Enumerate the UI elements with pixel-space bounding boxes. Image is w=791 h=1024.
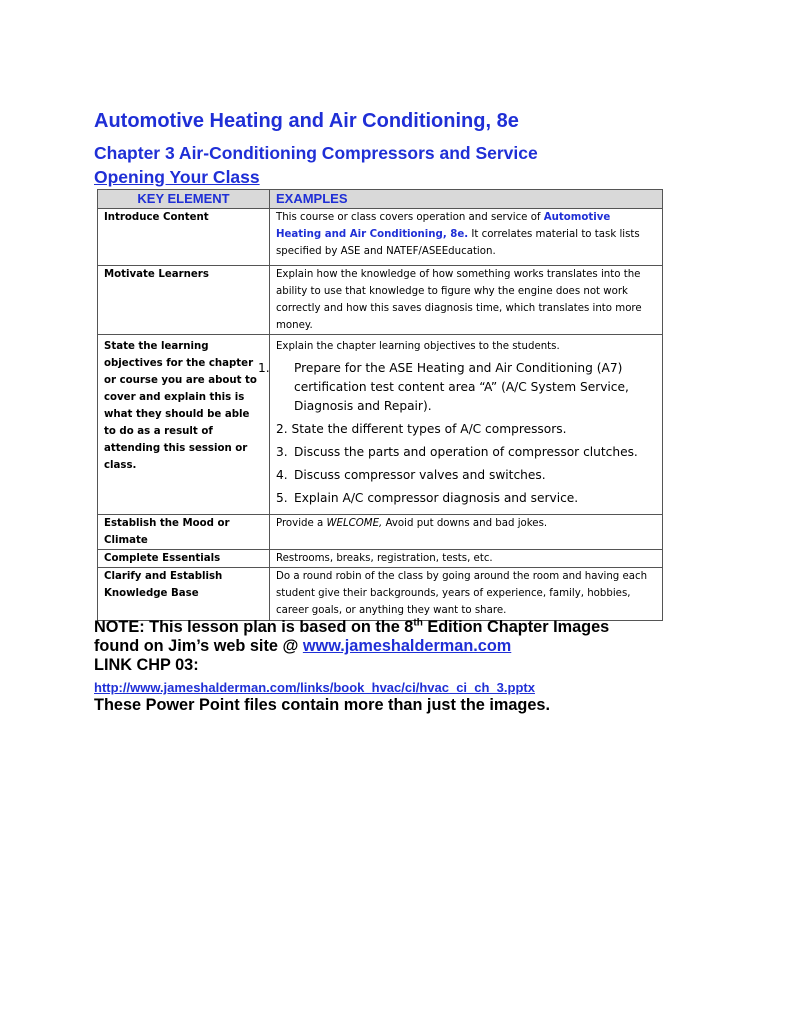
key-element-cell: Establish the Mood or Climate [98, 515, 270, 550]
objectives-list [258, 359, 656, 508]
book-title: Automotive Heating and Air Conditioning, 8e [94, 110, 519, 132]
note-block [94, 618, 694, 675]
table-row [98, 515, 663, 550]
example-cell [270, 209, 663, 266]
website-link[interactable]: www.jameshalderman.com [302, 637, 512, 655]
lesson-plan-table [97, 189, 663, 621]
list-item: 1. Prepare for the ASE Heating and Air Conditioning (A7) certification test content area “A” (A/C System Service, Diagnosis and Repair). [258, 361, 629, 413]
examples-header: EXAMPLES [270, 190, 663, 209]
table-row [98, 209, 663, 266]
table-row [98, 568, 663, 621]
chapter-pptx-link[interactable]: http://www.jameshalderman.com/links/book_hvac/ci/hvac_ci_ch_3.pptx [94, 680, 535, 695]
table-header-row [98, 190, 663, 209]
note-line-2: found on Jim’s web site @ www.jameshalderman.com [94, 637, 512, 655]
closing-note: These Power Point files contain more than just the images. [94, 696, 550, 714]
objectives-intro: Explain the chapter learning objectives to the students. [276, 341, 560, 352]
key-element-cell: Motivate Learners [98, 266, 270, 335]
example-cell [258, 335, 663, 515]
example-text: It correlates material to task lists specified by ASE and NATEF/ASEEducation. [276, 229, 640, 257]
example-cell: Do a round robin of the class by going around the room and having each student give their backgrounds, years of experience, family, hobbies, career goals, or anything they want to share. [270, 568, 663, 621]
key-element-cell: Clarify and Establish Knowledge Base [98, 568, 270, 621]
key-element-header: KEY ELEMENT [98, 190, 270, 209]
example-cell: Restrooms, breaks, registration, tests, etc. [270, 550, 663, 568]
link-label: LINK CHP 03: [94, 656, 199, 674]
key-element-cell: Introduce Content [98, 209, 270, 266]
table-row [98, 266, 663, 335]
welcome-emphasis: WELCOME, [326, 518, 383, 529]
list-item: 3. Discuss the parts and operation of compressor clutches. [276, 445, 638, 459]
key-element-cell: Complete Essentials [98, 550, 270, 568]
table-row [98, 335, 663, 515]
chapter-title: Chapter 3 Air-Conditioning Compressors and Service [94, 143, 538, 163]
book-reference: Automotive Heating and Air Conditioning, 8e. [276, 212, 611, 240]
example-cell: Provide a WELCOME, Avoid put downs and bad jokes. [270, 515, 663, 550]
list-item: 5. Explain A/C compressor diagnosis and service. [276, 491, 579, 505]
note-line-1: NOTE: This lesson plan is based on the 8th Edition Chapter Images [94, 617, 610, 636]
table-row [98, 550, 663, 568]
section-heading: Opening Your Class [94, 167, 260, 187]
key-element-cell: State the learning objectives for the chapter or course you are about to cover and explain this is what they should be able to do as a result of attending this session or class. [98, 335, 270, 515]
list-item: 4. Discuss compressor valves and switches. [276, 468, 546, 482]
list-item: 2. State the different types of A/C compressors. [276, 422, 567, 436]
example-cell: Explain how the knowledge of how something works translates into the ability to use that knowledge to figure why the engine does not work correctly and how this saves diagnosis time, which translates into more money. [270, 266, 663, 335]
example-text: This course or class covers operation and service of [276, 212, 544, 223]
